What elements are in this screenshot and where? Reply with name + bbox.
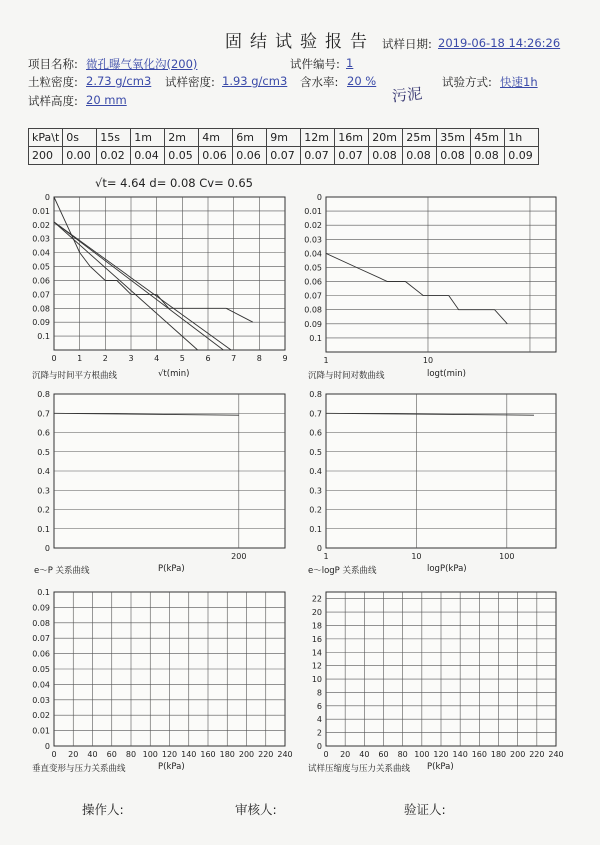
table-header-cell: 1h <box>505 129 539 147</box>
x-tick-label: 4 <box>154 354 160 363</box>
y-tick-label: 0.3 <box>37 486 50 496</box>
table-cell: 0.04 <box>131 147 165 165</box>
y-tick-label: 0.7 <box>309 409 322 419</box>
report-title: 固结试验报告 <box>225 32 375 52</box>
y-tick-label: 0.08 <box>32 304 50 314</box>
table-cell: 0.02 <box>97 147 131 165</box>
chart-caption: 沉降与时间对数曲线 <box>308 371 385 381</box>
y-tick-label: 0.04 <box>32 248 50 258</box>
sample-density-label: 试样密度: <box>165 75 215 89</box>
table-cell: 200 <box>29 147 63 165</box>
chart-caption: 垂直变形与压力关系曲线 <box>32 764 126 774</box>
y-tick-label: 0.06 <box>304 277 322 287</box>
x-tick-label: 220 <box>529 750 545 759</box>
x-tick-label: 7 <box>231 354 237 363</box>
x-tick-label: 5 <box>179 354 185 363</box>
y-tick-label: 0.1 <box>37 588 50 597</box>
y-tick-label: 0.4 <box>37 467 50 476</box>
verifier-label: 验证人: <box>404 802 446 817</box>
y-tick-label: 2 <box>316 728 322 738</box>
chart-xlabel: P(kPa) <box>158 762 185 772</box>
y-tick-label: 0.07 <box>32 634 50 644</box>
method-value: 快速1h <box>500 75 538 89</box>
x-tick-label: 1 <box>77 354 83 363</box>
x-tick-label: 6 <box>205 354 211 363</box>
table-cell: 0.08 <box>471 147 505 165</box>
chart-xlabel: P(kPa) <box>158 564 185 574</box>
y-tick-label: 14 <box>311 648 322 658</box>
y-tick-label: 10 <box>311 675 322 685</box>
x-tick-label: 200 <box>238 750 255 759</box>
y-tick-label: 0.09 <box>32 603 50 613</box>
y-tick-label: 0.05 <box>32 665 50 674</box>
handwritten-note: 污泥 <box>391 84 423 106</box>
y-tick-label: 0.1 <box>37 524 50 534</box>
x-tick-label: 10 <box>411 552 422 561</box>
x-tick-label: 20 <box>68 750 79 759</box>
x-tick-label: 220 <box>258 750 274 759</box>
sample-density-value: 1.93 g/cm3 <box>222 74 288 88</box>
table-header-cell: 15s <box>97 129 131 147</box>
y-tick-label: 0.09 <box>32 318 50 328</box>
x-tick-label: 100 <box>414 750 430 759</box>
table-cell: 0.05 <box>165 147 199 165</box>
x-tick-label: 180 <box>490 750 507 759</box>
height-label: 试样高度: <box>28 94 78 108</box>
x-tick-label: 140 <box>452 750 468 759</box>
table-cell: 0.08 <box>369 147 403 165</box>
chart-caption: e～P 关系曲线 <box>34 566 90 576</box>
reviewer-label: 审核人: <box>235 802 277 817</box>
y-tick-label: 0.1 <box>37 332 50 342</box>
table-header-cell: 1m <box>131 129 165 147</box>
y-tick-label: 0 <box>44 544 50 553</box>
x-tick-label: 120 <box>433 750 449 759</box>
y-tick-label: 0.09 <box>304 319 322 329</box>
y-tick-label: 0.03 <box>32 234 50 244</box>
y-tick-label: 6 <box>316 701 322 711</box>
table-header-cell: 4m <box>199 129 233 147</box>
water-content-value: 20 % <box>347 74 377 88</box>
chart-xlabel: logt(min) <box>427 369 466 379</box>
x-tick-label: 140 <box>181 750 197 759</box>
table-header-cell: kPa\t <box>29 129 63 147</box>
x-tick-label: 60 <box>106 750 117 759</box>
x-tick-label: 20 <box>340 750 351 759</box>
y-tick-label: 0.06 <box>32 276 50 286</box>
y-tick-label: 4 <box>316 715 322 725</box>
y-tick-label: 0.08 <box>32 618 50 628</box>
table-header-cell: 25m <box>403 129 437 147</box>
y-tick-label: 0.5 <box>309 447 322 457</box>
y-tick-label: 0.8 <box>37 390 50 399</box>
table-cell: 0.00 <box>63 147 97 165</box>
particle-density-value: 2.73 g/cm3 <box>86 74 152 88</box>
water-content-label: 含水率: <box>300 75 339 89</box>
table-cell: 0.07 <box>301 147 335 165</box>
x-tick-label: 0 <box>323 750 329 759</box>
x-tick-label: 200 <box>231 552 247 561</box>
table-cell: 0.06 <box>199 147 233 165</box>
y-tick-label: 0.6 <box>37 428 50 438</box>
x-tick-label: 9 <box>282 354 288 363</box>
x-tick-label: 100 <box>499 552 515 561</box>
date-label: 试样日期: <box>382 37 432 51</box>
y-tick-label: 0.2 <box>309 505 322 515</box>
y-tick-label: 0.03 <box>304 235 322 245</box>
y-tick-label: 0.2 <box>37 505 50 515</box>
y-tick-label: 0.07 <box>32 290 50 300</box>
y-tick-label: 12 <box>311 661 322 671</box>
date-value: 2019-06-18 14:26:26 <box>438 36 561 50</box>
x-tick-label: 3 <box>128 354 134 363</box>
table-cell: 0.06 <box>233 147 267 165</box>
sample-no-value: 1 <box>346 56 354 70</box>
x-tick-label: 160 <box>200 750 216 759</box>
x-tick-label: 2 <box>102 354 108 363</box>
y-tick-label: 0.05 <box>32 262 50 272</box>
y-tick-label: 0.06 <box>32 649 50 659</box>
x-tick-label: 40 <box>359 750 370 759</box>
y-tick-label: 0.3 <box>309 486 322 496</box>
table-cell: 0.08 <box>437 147 471 165</box>
particle-density-label: 土粒密度: <box>28 75 78 89</box>
chart-caption: e～logP 关系曲线 <box>308 566 377 576</box>
x-tick-label: 200 <box>510 750 526 759</box>
y-tick-label: 0.6 <box>309 428 322 438</box>
project-value: 微孔曝气氧化沟(200) <box>86 57 198 71</box>
x-tick-label: 1 <box>323 356 329 365</box>
table-cell: 0.07 <box>267 147 301 165</box>
y-tick-label: 0 <box>316 742 322 751</box>
x-tick-label: 100 <box>142 750 158 759</box>
table-cell: 0.09 <box>505 147 539 165</box>
y-tick-label: 0.02 <box>32 711 50 721</box>
y-tick-label: 0.02 <box>304 221 322 231</box>
chart-caption: 试样压缩度与压力关系曲线 <box>308 764 411 774</box>
y-tick-label: 0.01 <box>32 726 50 736</box>
height-value: 20 mm <box>86 93 127 107</box>
table-header-cell: 6m <box>233 129 267 147</box>
plot-frame <box>54 197 285 350</box>
y-tick-label: 16 <box>311 634 322 644</box>
x-tick-label: 80 <box>125 750 137 759</box>
table-header-cell: 0s <box>63 129 97 147</box>
x-tick-label: 60 <box>378 750 389 759</box>
project-label: 项目名称: <box>28 57 78 71</box>
y-tick-label: 0.8 <box>309 390 322 399</box>
y-tick-label: 0.02 <box>32 220 50 230</box>
chart-xlabel: logP(kPa) <box>427 564 467 574</box>
chart-caption: 沉降与时间平方根曲线 <box>32 371 118 381</box>
plot-frame <box>326 197 556 352</box>
y-tick-label: 0.5 <box>37 447 50 457</box>
y-tick-label: 0.1 <box>309 333 322 343</box>
y-tick-label: 0 <box>44 193 50 202</box>
y-tick-label: 0.08 <box>304 305 322 315</box>
x-tick-label: 120 <box>161 750 178 759</box>
table-header-cell: 20m <box>369 129 403 147</box>
y-tick-label: 0.05 <box>304 263 322 273</box>
y-tick-label: 0 <box>316 193 322 202</box>
chart-xlabel: P(kPa) <box>427 762 454 772</box>
table-header-cell: 9m <box>267 129 301 147</box>
table-header-cell: 12m <box>301 129 335 147</box>
chart-xlabel: √t(min) <box>158 369 190 379</box>
y-tick-label: 0.03 <box>32 695 50 705</box>
table-header-cell: 16m <box>335 129 369 147</box>
y-tick-label: 0.04 <box>32 680 50 690</box>
x-tick-label: 40 <box>87 750 98 759</box>
x-tick-label: 8 <box>256 354 262 363</box>
x-tick-label: 0 <box>51 750 57 759</box>
y-tick-label: 22 <box>311 594 322 604</box>
table-header-cell: 2m <box>165 129 199 147</box>
table-cell: 0.07 <box>335 147 369 165</box>
x-tick-label: 240 <box>277 750 293 759</box>
x-tick-label: 240 <box>548 750 564 759</box>
y-tick-label: 0.01 <box>304 207 322 217</box>
x-tick-label: 160 <box>471 750 487 759</box>
x-tick-label: 10 <box>422 356 434 365</box>
y-tick-label: 18 <box>311 621 322 631</box>
x-tick-label: 180 <box>219 750 235 759</box>
x-tick-label: 80 <box>397 750 408 759</box>
x-tick-label: 1 <box>323 552 329 561</box>
x-tick-label: 0 <box>51 354 57 363</box>
table-header-cell: 45m <box>471 129 505 147</box>
y-tick-label: 0.01 <box>32 206 50 216</box>
y-tick-label: 0 <box>316 544 322 553</box>
y-tick-label: 20 <box>311 608 322 618</box>
y-tick-label: 0.1 <box>309 524 322 534</box>
y-tick-label: 0.07 <box>304 291 322 301</box>
y-tick-label: 0 <box>44 742 50 751</box>
y-tick-label: 8 <box>316 688 322 698</box>
y-tick-label: 0.7 <box>37 409 50 419</box>
sample-no-label: 试件编号: <box>290 57 340 71</box>
method-label: 试验方式: <box>442 75 492 89</box>
y-tick-label: 0.4 <box>309 467 322 476</box>
operator-label: 操作人: <box>82 802 124 817</box>
table-header-cell: 35m <box>437 129 471 147</box>
y-tick-label: 0.04 <box>304 249 322 259</box>
formula-line: √t= 4.64 d= 0.08 Cv= 0.65 <box>95 176 253 190</box>
table-cell: 0.08 <box>403 147 437 165</box>
